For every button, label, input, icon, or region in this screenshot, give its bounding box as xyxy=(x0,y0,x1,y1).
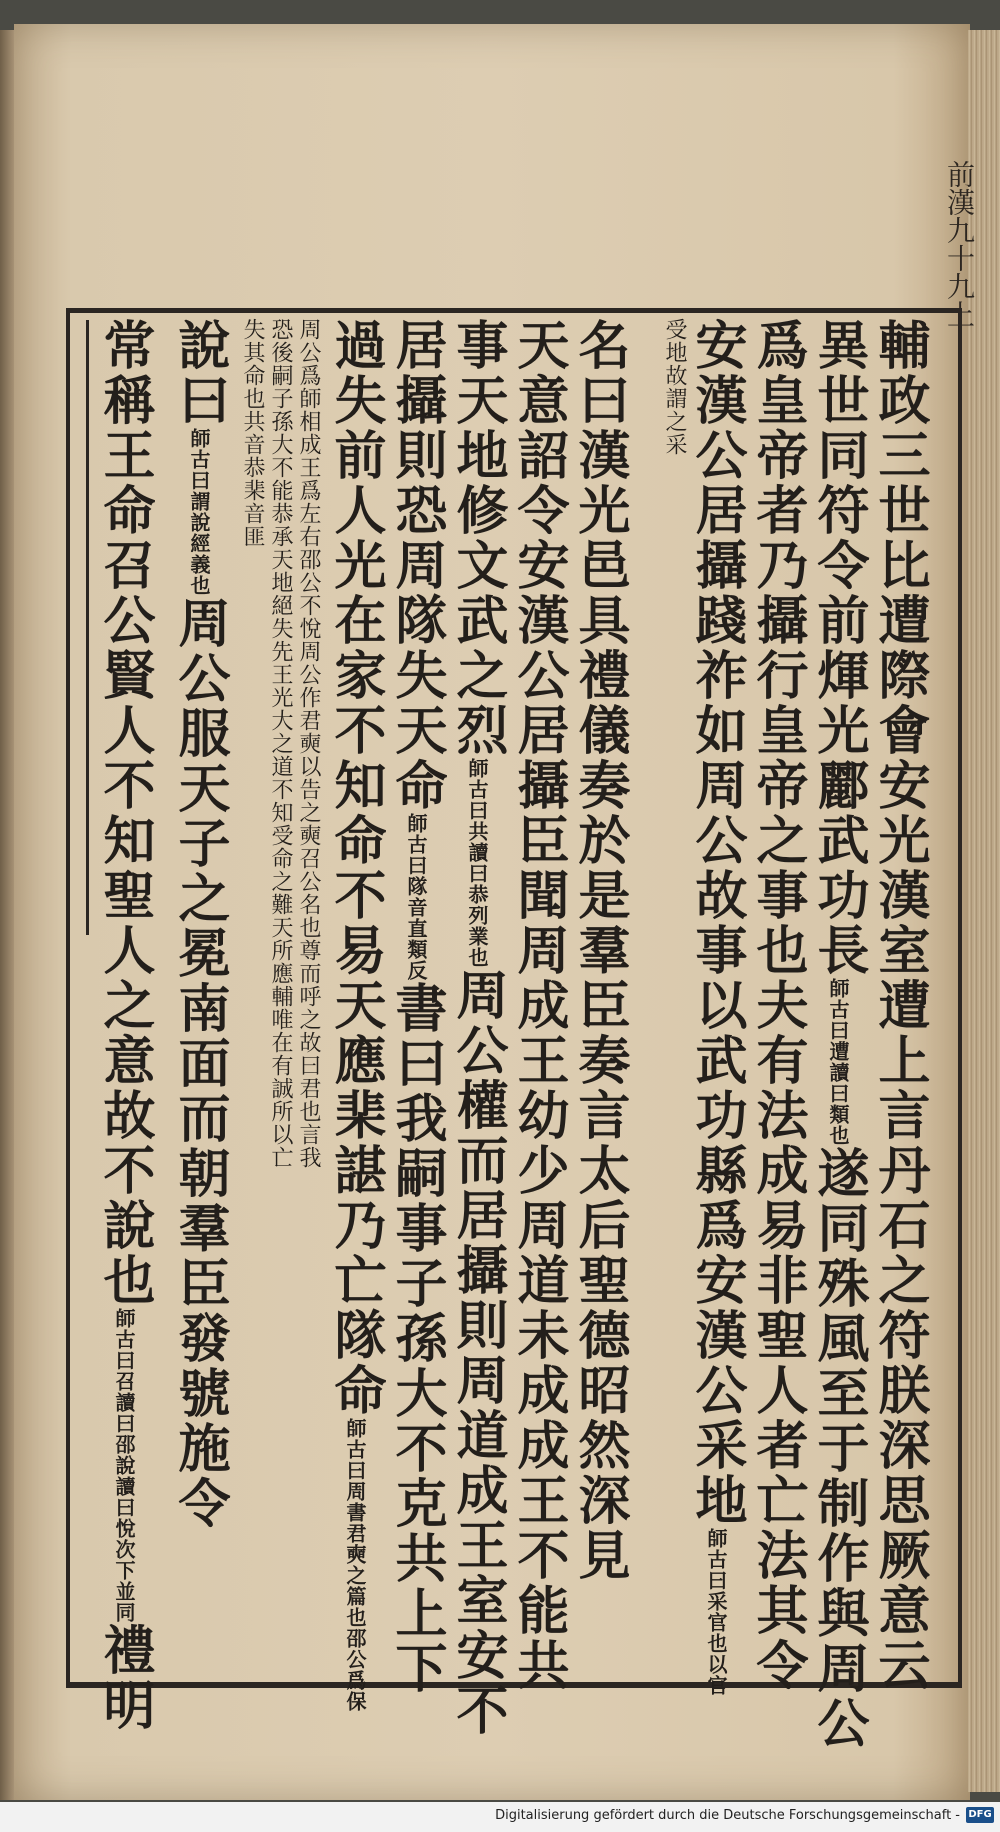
text-column-12-note: 恐後嗣子孫大不能恭承天地絕失先王光大之道不知受命之難天所應輔唯在有誠所以亡 xyxy=(268,318,293,1169)
inline-note: 師古曰謂說經義也 xyxy=(187,428,211,596)
text-column-15: 常稱王命召公賢人不知聖人之意故不說也師古曰召讀曰邵說讀曰悅次下並同禮明 xyxy=(94,318,155,1733)
text-column-6: 名曰漢光邑具禮儀奏於是羣臣奏言太后聖德昭然深見 xyxy=(569,318,630,1583)
inline-note: 師古曰采官也以官 xyxy=(704,1528,728,1696)
text-column-1: 輔政三世比遭際會安光漢室遭上言丹石之符朕深思厥意云 xyxy=(869,318,930,1693)
text-column-7: 天意詔令安漢公居攝臣聞周成王幼少周道未成成王不能共 xyxy=(508,318,569,1693)
inline-note: 師古曰周書君奭之篇也邵公爲保 xyxy=(343,1418,367,1712)
text-column-13-note: 失其命也共音恭棐音匪 xyxy=(240,318,265,548)
inline-note: 師古曰召讀曰邵說讀曰悅次下並同 xyxy=(112,1308,136,1623)
text-column-3: 爲皇帝者乃攝行皇帝之事也夫有法成易非聖人者亡法其令 xyxy=(747,318,808,1693)
text-column-2: 異世同符令前煇光酈武功長師古曰遭讀曰類也遂同殊風至于制作與周公 xyxy=(808,318,869,1751)
text-column-9: 居攝則恐周隊失天命師古曰隊音直類反書曰我嗣事子孫大不克共上下 xyxy=(386,318,447,1696)
text-column-14: 說曰師古曰謂說經義也周公服天子之冕南面而朝羣臣發號施令 xyxy=(169,318,230,1531)
text-column-5-note: 受地故謂之采 xyxy=(662,318,687,456)
inline-note: 師古曰遭讀曰類也 xyxy=(826,978,850,1146)
text-column-10: 過失前人光在家不知命不易天應棐諶乃亡隊命師古曰周書君奭之篇也邵公爲保 xyxy=(325,318,386,1712)
inline-note: 師古曰隊音直類反 xyxy=(404,813,428,981)
funding-credit: Digitalisierung gefördert durch die Deutsche Forschungsgemeinschaft - xyxy=(495,1808,960,1823)
text-column-11-note: 周公爲師相成王爲左右邵公不悅周公作君奭以告之奭召公名也尊而呼之故曰君也言我 xyxy=(296,318,321,1169)
frame-inner-rule xyxy=(86,320,89,935)
dfg-logo: DFG xyxy=(966,1807,994,1823)
inline-note: 師古曰共讀曰恭列業也 xyxy=(465,758,489,968)
text-column-4: 安漢公居攝踐祚如周公故事以武功縣爲安漢公采地師古曰采官也以官 xyxy=(686,318,747,1696)
text-column-8: 事天地修文武之烈師古曰共讀曰恭列業也周公權而居攝則周道成王室安不 xyxy=(447,318,508,1738)
running-header: 前漢九十九上 xyxy=(943,160,976,328)
